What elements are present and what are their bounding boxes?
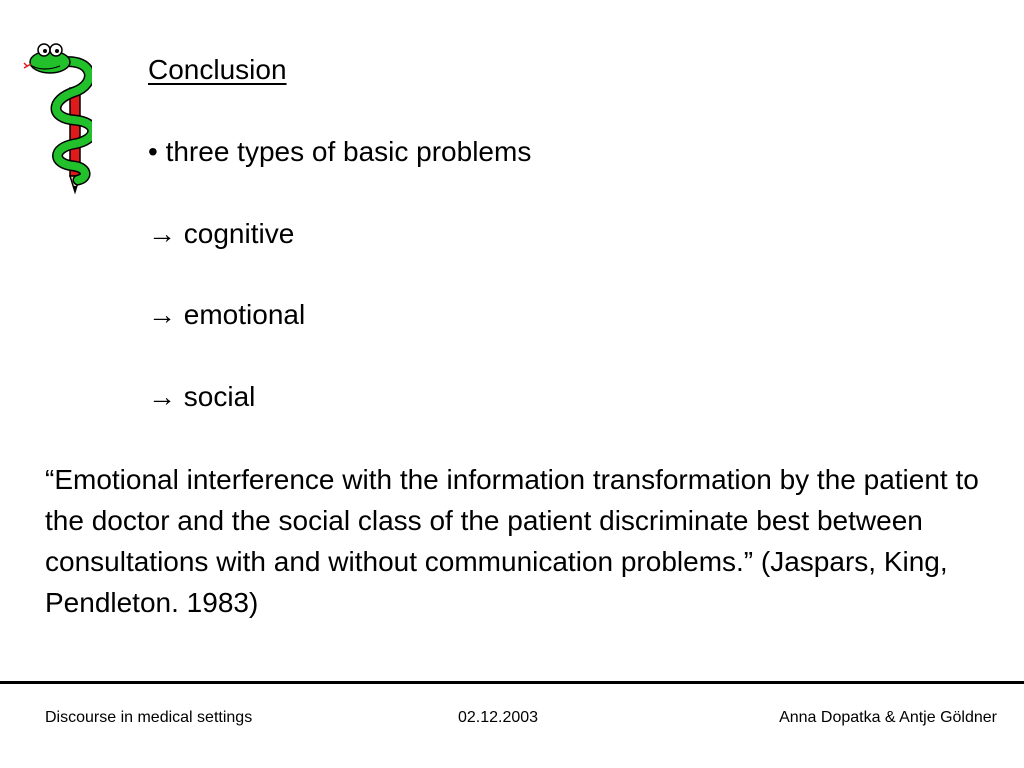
footer-divider bbox=[0, 681, 1024, 684]
bullet-social: → social bbox=[148, 381, 256, 412]
quote-paragraph: “Emotional interference with the information transformation by the patient to the doctor and the social class of the patient discriminate best between consultations with and without communication problems.” (Jaspars, King, Pendleton. 1983) bbox=[45, 464, 979, 618]
bullet-emotional: → emotional bbox=[148, 299, 306, 330]
snake-on-pencil-icon bbox=[22, 40, 92, 196]
slide-title: Conclusion bbox=[148, 54, 287, 85]
footer-authors: Anna Dopatka & Antje Göldner bbox=[779, 709, 997, 726]
footer-date: 02.12.2003 bbox=[458, 709, 539, 726]
bullet-cognitive: → cognitive bbox=[148, 218, 295, 249]
footer-course-title: Discourse in medical settings bbox=[45, 709, 253, 726]
bullet-three-types: • three types of basic problems bbox=[148, 136, 532, 167]
